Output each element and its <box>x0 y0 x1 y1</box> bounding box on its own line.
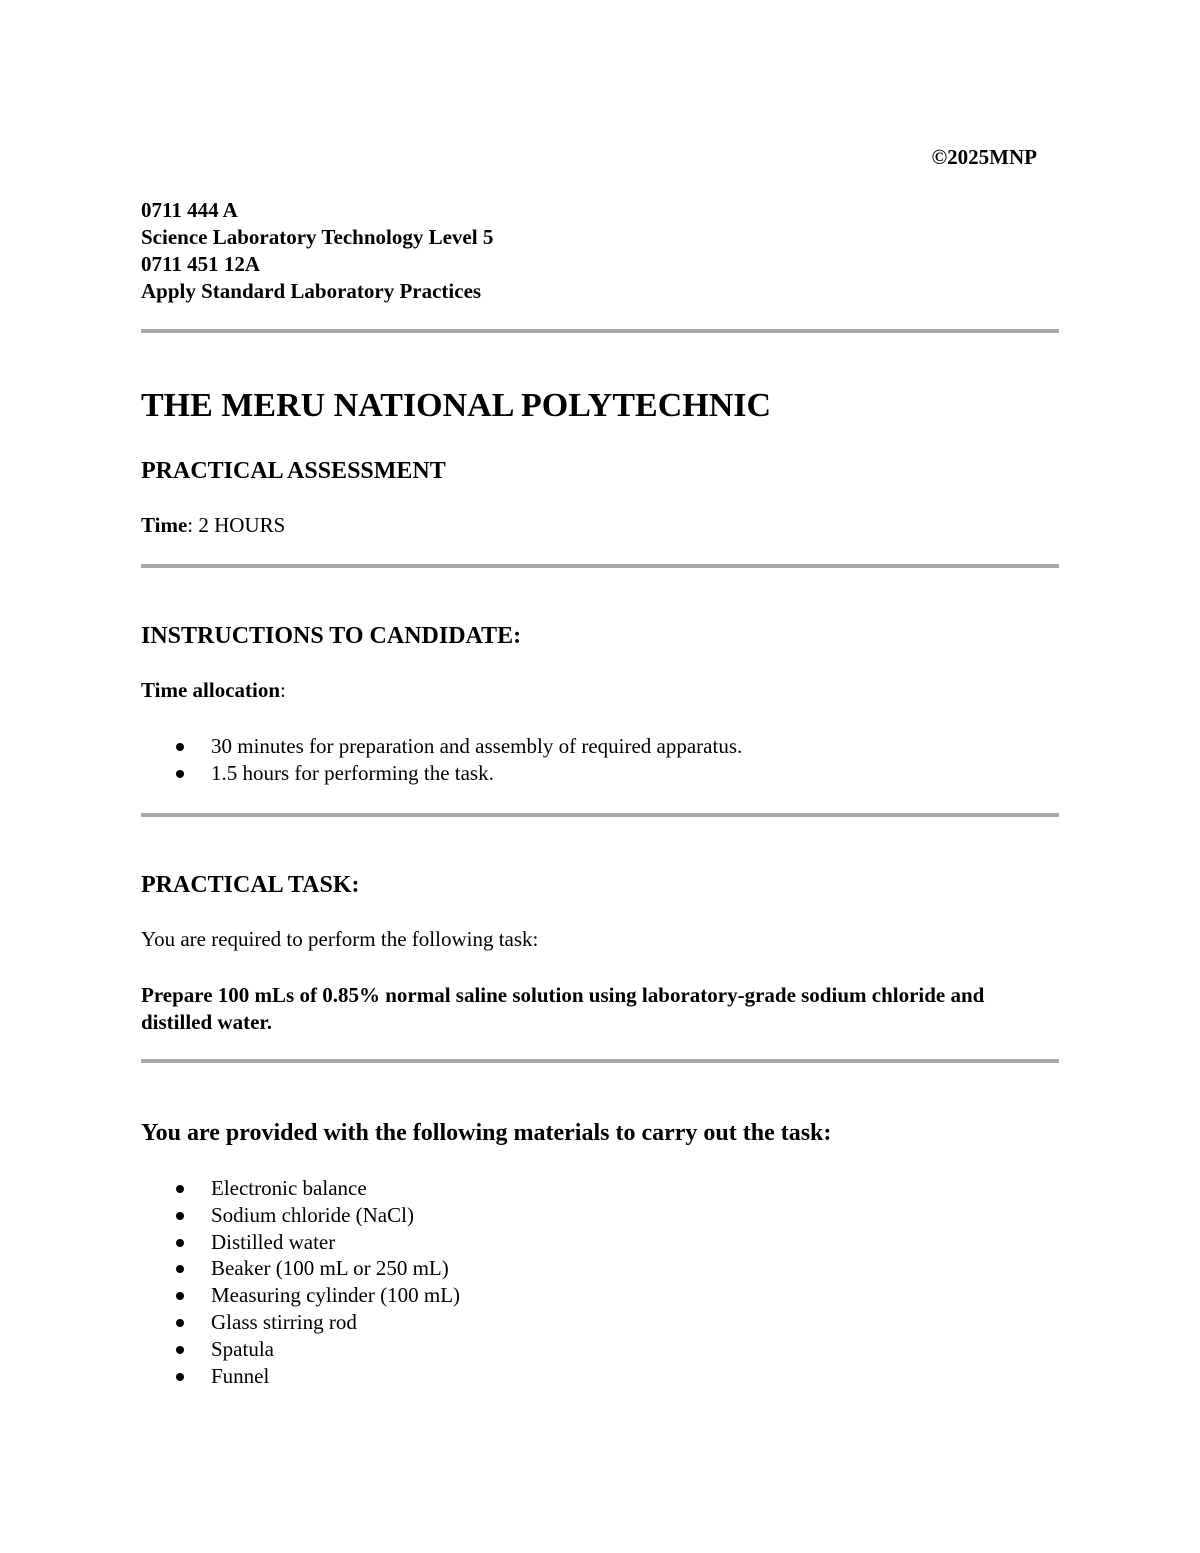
list-item <box>141 733 742 760</box>
task-intro: You are required to perform the following task: <box>141 927 539 951</box>
list-item-text: Funnel <box>211 1363 270 1388</box>
list-item <box>141 1202 460 1229</box>
task-statement: Prepare 100 mLs of 0.85% normal saline solution using laboratory-grade sodium chloride and distilled water. <box>141 983 985 1034</box>
list-item-text: Beaker (100 mL or 250 mL) <box>211 1256 449 1281</box>
list-item <box>141 1255 460 1282</box>
list-item-text: Sodium chloride (NaCl) <box>211 1202 414 1227</box>
list-item-text: Measuring cylinder (100 mL) <box>211 1283 461 1308</box>
list-item-text: 1.5 hours for performing the task. <box>211 760 494 785</box>
document-page <box>141 0 1059 1553</box>
bullet-icon <box>176 770 184 778</box>
time-allocation-line <box>141 677 286 704</box>
time-allocation-label: Time allocation <box>141 678 281 702</box>
bullet-icon <box>176 1346 184 1354</box>
list-item <box>141 1363 460 1390</box>
bullet-icon <box>176 1319 184 1327</box>
list-item <box>141 1336 460 1363</box>
time-allocation-list <box>141 733 742 787</box>
materials-heading: You are provided with the following materials to carry out the task: <box>141 1120 832 1146</box>
bullet-icon <box>176 1239 184 1247</box>
list-item-text: 30 minutes for preparation and assembly of required apparatus. <box>211 734 743 758</box>
instructions-heading: INSTRUCTIONS TO CANDIDATE: <box>141 623 522 649</box>
bullet-icon <box>176 1292 184 1300</box>
course-header <box>141 197 493 305</box>
course-name: Science Laboratory Technology Level 5 <box>141 225 494 249</box>
divider <box>141 1059 1059 1063</box>
bullet-icon <box>176 1373 184 1381</box>
time-line <box>141 512 285 539</box>
materials-list <box>141 1175 460 1389</box>
copyright-notice: ©2025MNP <box>931 145 1037 169</box>
assessment-heading: PRACTICAL ASSESSMENT <box>141 458 446 484</box>
task-heading: PRACTICAL TASK: <box>141 872 360 898</box>
divider <box>141 329 1059 333</box>
list-item-text: Spatula <box>211 1336 274 1361</box>
time-label: Time <box>141 513 188 537</box>
bullet-icon <box>176 1185 184 1193</box>
divider <box>141 564 1059 568</box>
list-item <box>141 1309 460 1336</box>
time-allocation-colon: : <box>280 678 286 702</box>
list-item-text: Distilled water <box>211 1229 336 1254</box>
institution-title: THE MERU NATIONAL POLYTECHNIC <box>141 387 772 424</box>
bullet-icon <box>176 743 184 751</box>
course-code: 0711 444 A <box>141 198 238 222</box>
list-item-text: Electronic balance <box>211 1176 367 1200</box>
bullet-icon <box>176 1265 184 1273</box>
list-item <box>141 1229 460 1256</box>
unit-code: 0711 451 12A <box>141 252 261 276</box>
time-value: : 2 HOURS <box>187 513 286 537</box>
list-item <box>141 760 742 787</box>
unit-name: Apply Standard Laboratory Practices <box>141 279 482 303</box>
list-item <box>141 1282 460 1309</box>
divider <box>141 813 1059 817</box>
list-item-text: Glass stirring rod <box>211 1309 357 1334</box>
bullet-icon <box>176 1212 184 1220</box>
list-item <box>141 1175 460 1202</box>
